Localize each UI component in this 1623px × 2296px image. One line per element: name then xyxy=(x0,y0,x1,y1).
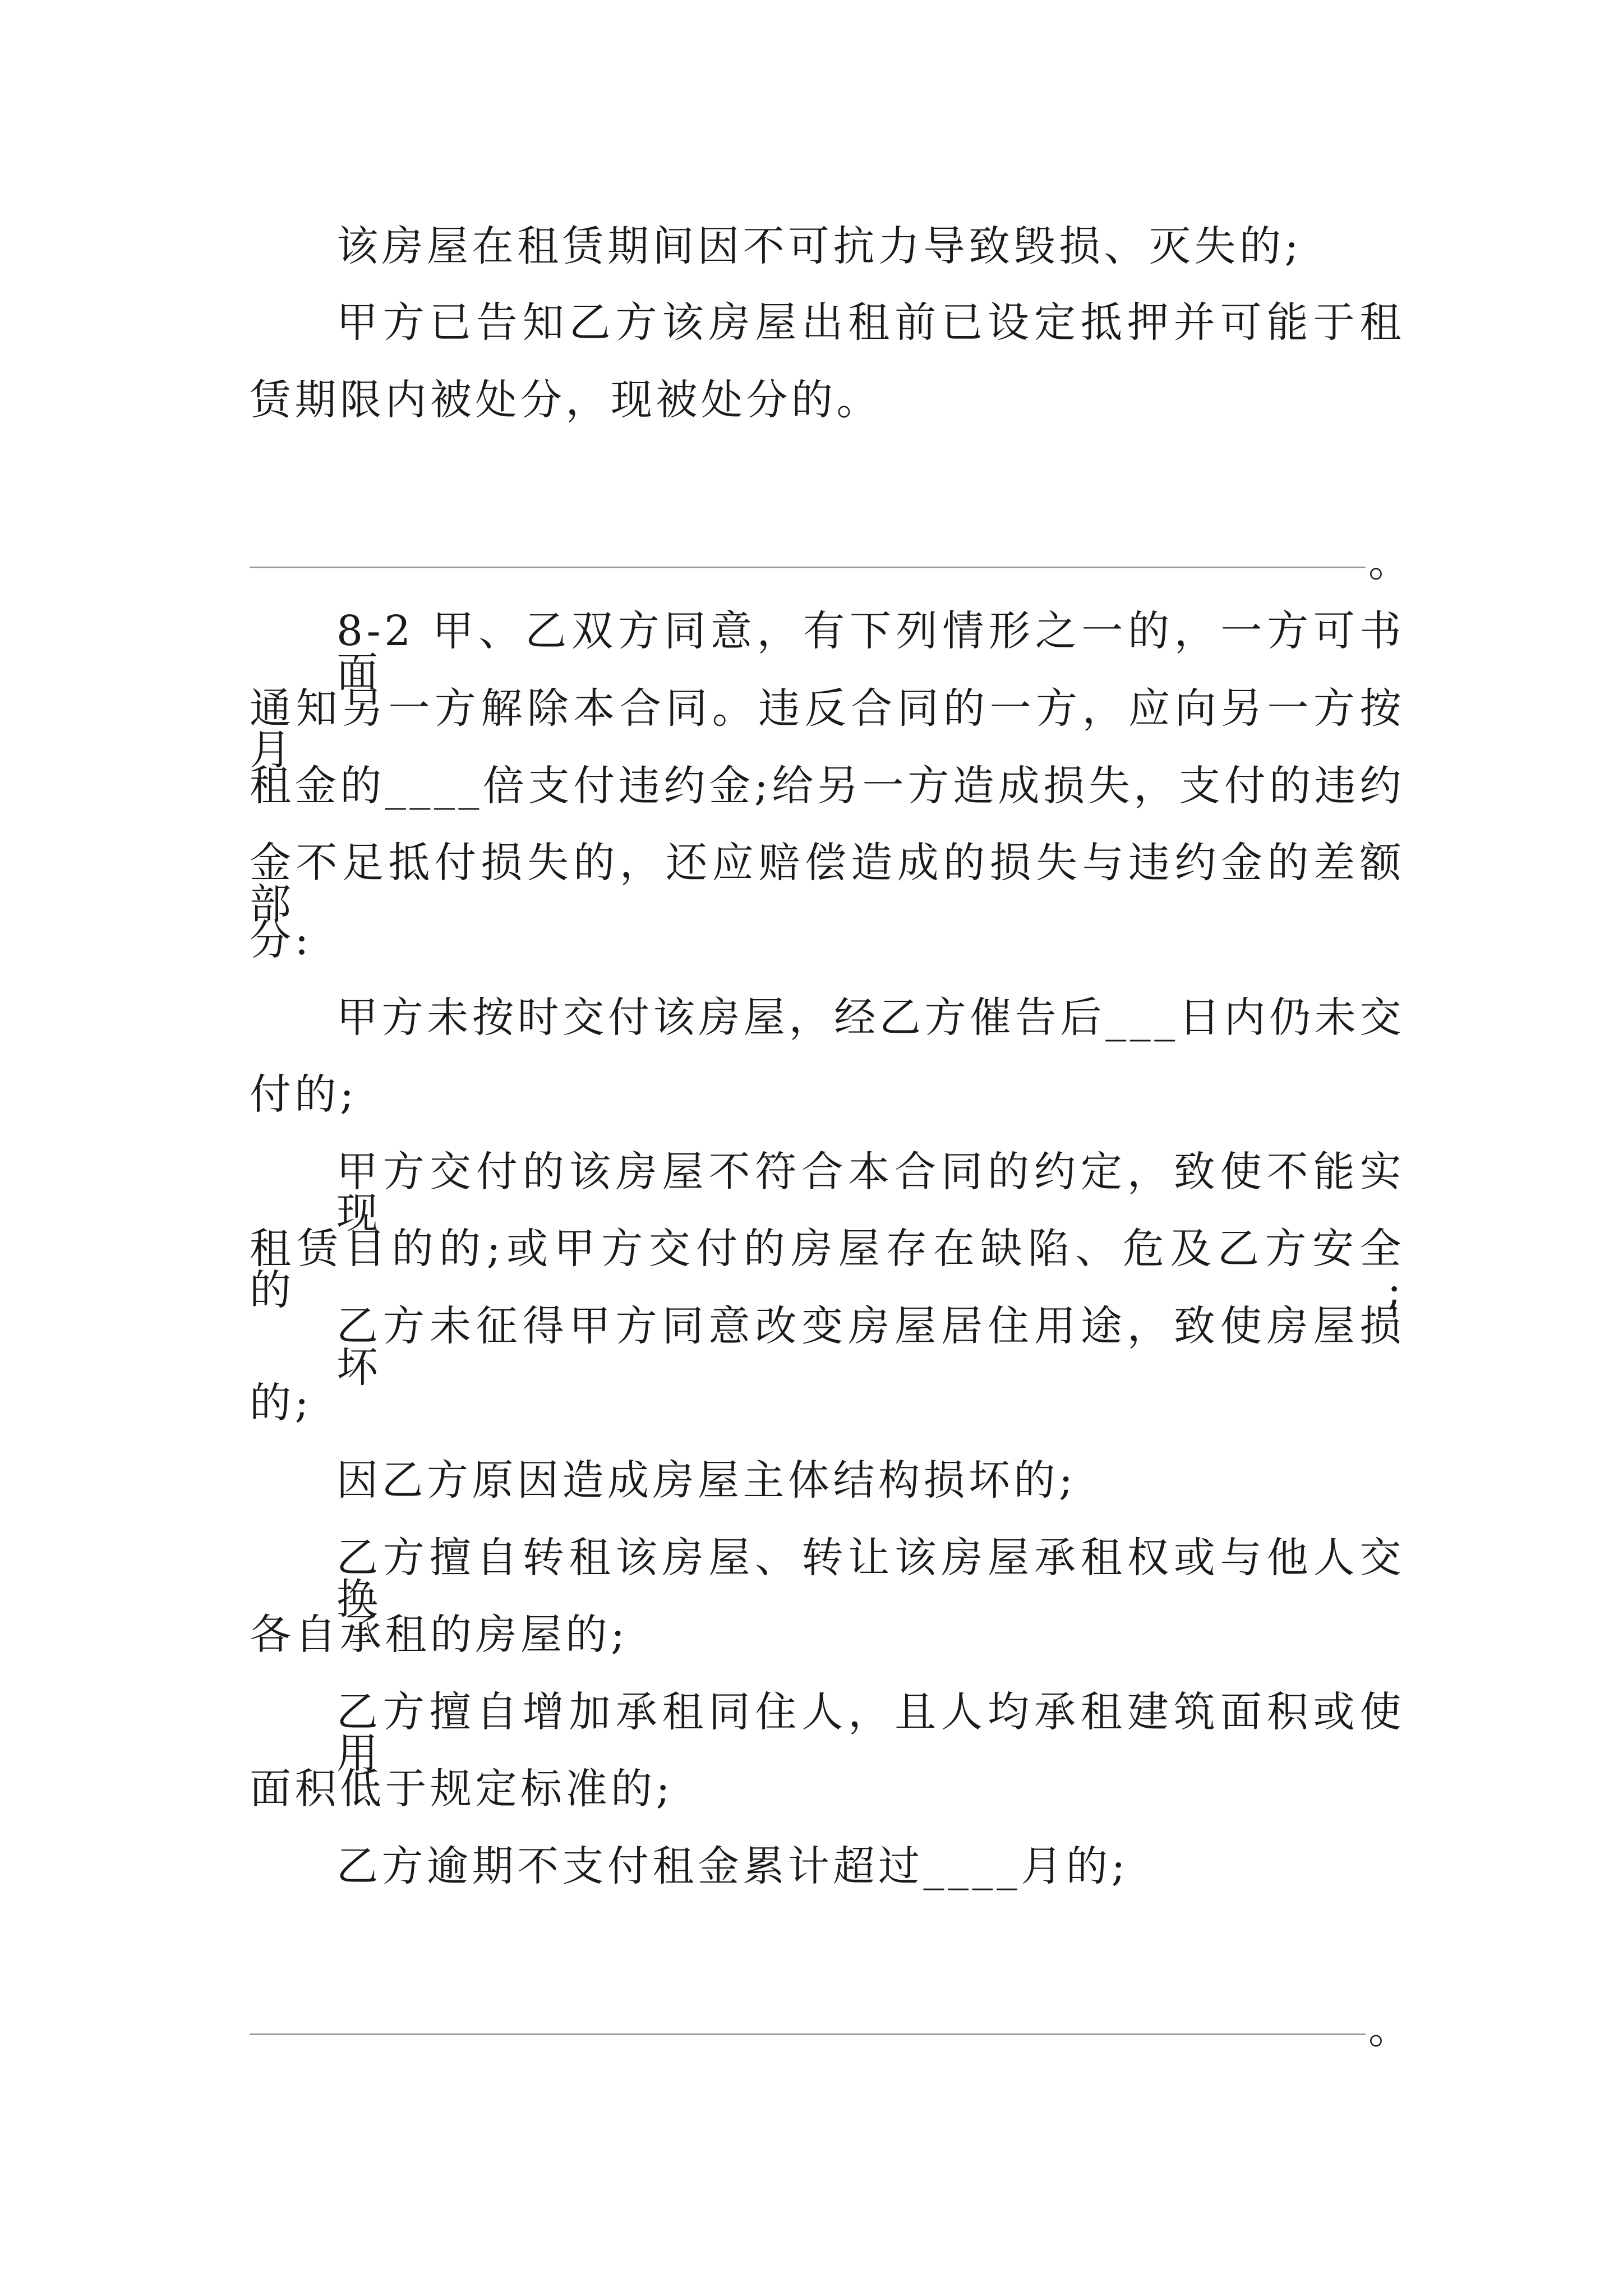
paragraph-line: 乙方未征得甲方同意改变房屋居住用途，致使房屋损坏 xyxy=(336,1302,1405,1392)
paragraph-line: 甲方已告知乙方该房屋出租前已设定抵押并可能于租 xyxy=(336,298,1405,347)
paragraph-line: 各自承租的房屋的; xyxy=(250,1611,629,1659)
paragraph-line: 该房屋在租赁期间因不可抗力导致毁损、灭失的; xyxy=(336,222,1302,270)
paragraph-line: 金不足抵付损失的，还应赔偿造成的损失与违约金的差额部 xyxy=(250,839,1405,928)
rule-end-mark: 。 xyxy=(1368,538,1410,586)
paragraph-line: 租赁目的的;或甲方交付的房屋存在缺陷、危及乙方安全的; xyxy=(250,1225,1405,1314)
fill-in-rule xyxy=(250,567,1366,568)
paragraph-line: 通知另一方解除本合同。违反合同的一方，应向另一方按月 xyxy=(250,684,1405,774)
paragraph-line: 8-2 甲、乙双方同意，有下列情形之一的，一方可书面 xyxy=(336,607,1405,697)
fill-in-rule xyxy=(250,2033,1366,2035)
paragraph-line: 面积低于规定标准的; xyxy=(250,1765,674,1813)
rule-end-mark: 。 xyxy=(1368,2005,1410,2053)
paragraph-line: 乙方擅自转租该房屋、转让该房屋承租权或与他人交换 xyxy=(336,1534,1405,1623)
paragraph-line: 的; xyxy=(250,1379,312,1427)
paragraph-line: 分: xyxy=(250,916,312,964)
paragraph-line: 因乙方原因造成房屋主体结构损坏的; xyxy=(336,1456,1077,1504)
paragraph-line: 乙方擅自增加承租同住人，且人均承租建筑面积或使用 xyxy=(336,1688,1405,1778)
paragraph-line: 付的; xyxy=(250,1070,358,1119)
paragraph-line: 赁期限内被处分，现被处分的。 xyxy=(250,376,882,424)
paragraph-line: 乙方逾期不支付租金累计超过____月的; xyxy=(336,1842,1129,1890)
paragraph-line: 租金的____倍支付违约金;给另一方造成损失，支付的违约 xyxy=(250,762,1405,810)
paragraph-line: 甲方交付的该房屋不符合本合同的约定，致使不能实现 xyxy=(336,1148,1405,1237)
paragraph-line: 甲方未按时交付该房屋，经乙方催告后___日内仍未交 xyxy=(336,993,1405,1042)
